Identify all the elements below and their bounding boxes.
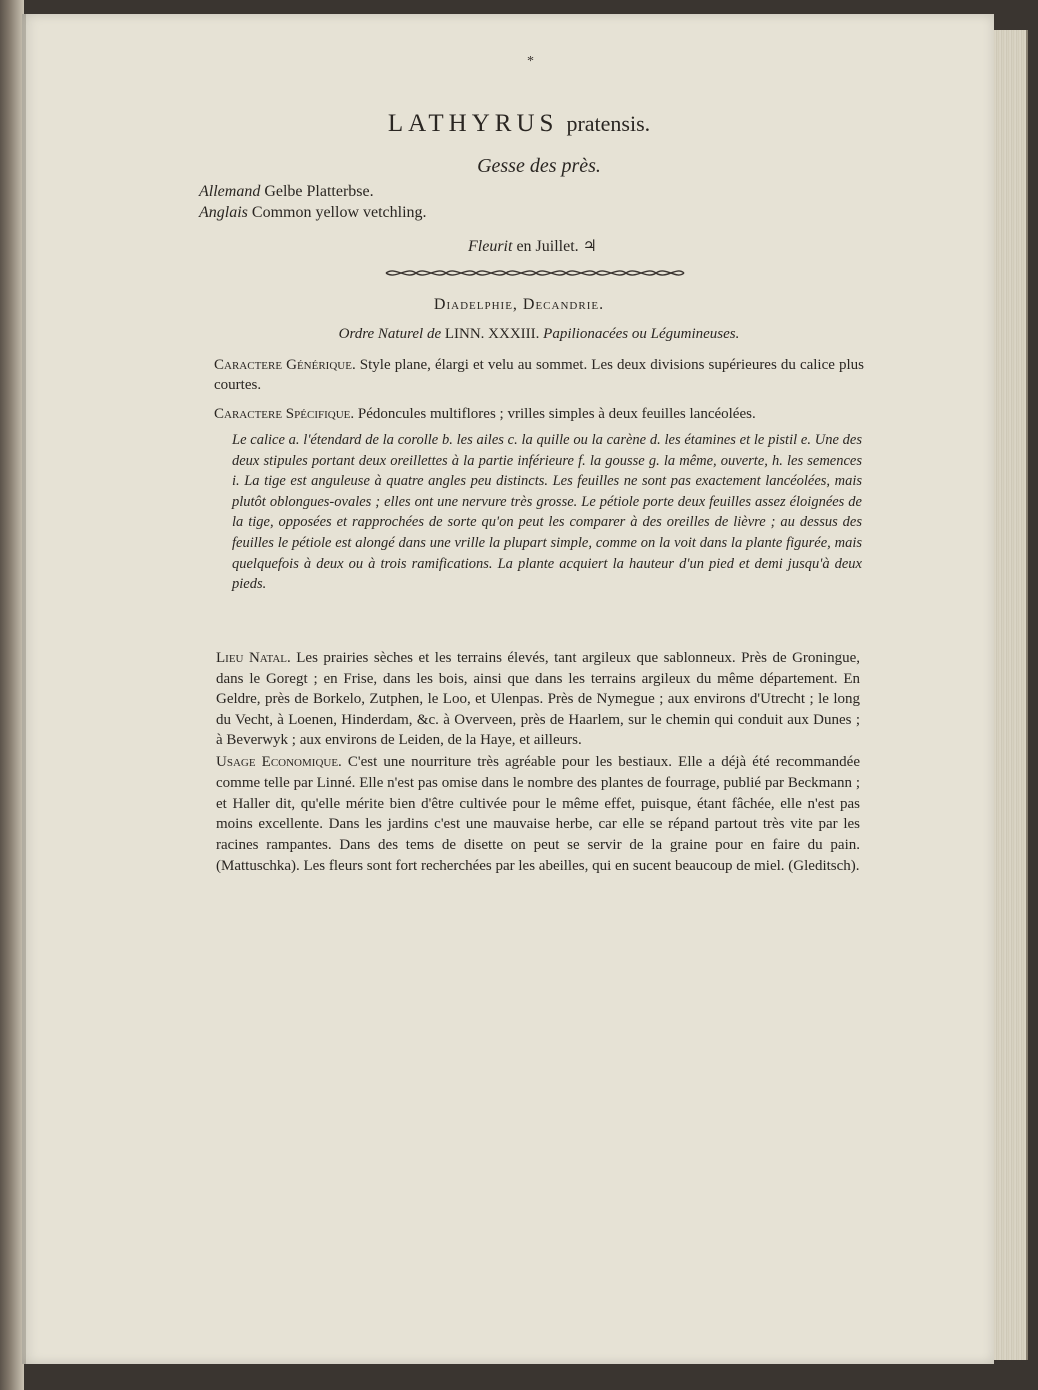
flowering-line: [468, 236, 597, 256]
native-habitat: [216, 648, 860, 751]
order-prefix: Ordre Naturel de: [338, 326, 442, 342]
flowering-label: Fleurit: [468, 238, 513, 255]
usage-label: Usage Economique.: [216, 754, 342, 770]
book-gutter: [0, 0, 24, 1390]
french-common-name: Gesse des près.: [477, 155, 601, 177]
vernacular-name: Gelbe Platterbse.: [260, 183, 374, 200]
habitat-text: Les prairies sèches et les terrains élevés, tant argileux que sablonneux. Près de Groningue, dans le Goregt ; en Frise, dans les bois, ainsi que dans les terrains argileux du même département. En Geldre, près de Borkelo, Zutphen, le Loo, et Ulenpas. Près de Nymegue ; aux environs d'Utrecht ; le long du Vecht, à Loenen, Hinderdam, &c. à Overveen, près de Haarlem, sur le chemin qui conduit aux Dunes ; à Beverwyk ; aux environs de Leiden, de la Haye, et ailleurs.: [216, 650, 860, 748]
language-label: Anglais: [199, 204, 248, 221]
page-fold-shadow: [22, 14, 26, 1364]
specific-text: Pédoncules multiflores ; vrilles simples à deux feuilles lancéolées.: [354, 406, 756, 422]
habitat-label: Lieu Natal.: [216, 650, 291, 666]
natural-order: [0, 326, 1038, 343]
plate-description: Le calice a. l'étendard de la corolle b. les ailes c. la quille ou la carène d. les étamines et le pistil e. Une des deux stipules portant deux oreillettes à la partie inférieure f. la gousse g. la même, ouverte, h. les semences i. La tige est anguleuse à quatre angles peu distincts. Les feuilles ne sont pas exactement lancéolées, mais plutôt oblongues-ovales ; elles ont une nervure très grosse. Le pétiole porte deux feuilles assez éloignées de la tige, opposées et rapprochées de sorte qu'on peut les comparer à des oreilles de lièvre ; au dessus des feuilles le pétiole est alongé dans une vrille la plupart simple, comme on la voit dans la plante figurée, mais quelquefois à deux ou à trois ramifications. La plante acquiert la hauteur d'un pied et demi jusqu'à deux pieds.: [232, 432, 862, 593]
ornamental-rule: [384, 266, 686, 280]
linnaean-class: Diadelphie, Decandrie.: [433, 296, 605, 313]
page-stack-edge: [992, 30, 1028, 1360]
vernacular-english: [199, 204, 427, 222]
flowering-text: en Juillet. ♃: [512, 238, 597, 255]
signature-mark: *: [527, 54, 534, 69]
order-linn: LINN. XXXIII.: [441, 326, 544, 342]
vernacular-name: Common yellow vetchling.: [247, 204, 427, 221]
generic-character: [214, 355, 864, 395]
genus-name: LATHYRUS: [387, 110, 559, 137]
generic-text: Style plane, élargi et velu au sommet. Les deux divisions supérieures du calice plus courtes.: [214, 357, 864, 393]
economic-usage: [216, 752, 860, 877]
order-families: Papilionacées ou Légumineuses.: [543, 326, 740, 342]
usage-text: C'est une nourriture très agréable pour les bestiaux. Elle a déjà été recommandée comme telle par Linné. Elle n'est pas omise dans le nombre des plantes de fourrage, publié par Beckmann ; et Haller dit, qu'elle mérite bien d'être cultivée pour le même effet, puisque, étant fâchée, elle n'est pas moins excellente. Dans les jardins c'est une mauvaise herbe, car elle se répand partout très vite par les racines rampantes. Dans des tems de disette on peut se servir de la graine pour en faire du pain. (Mattuschka). Les fleurs sont fort recherchées par les abeilles, qui en sucent beaucoup de miel. (Gleditsch).: [216, 754, 860, 874]
vernacular-german: [199, 183, 374, 201]
specific-label: Caractere Spécifique.: [214, 406, 355, 422]
language-label: Allemand: [199, 183, 261, 200]
species-name: pratensis.: [566, 111, 651, 136]
page-title: [0, 108, 1038, 138]
generic-label: Caractere Générique.: [214, 357, 356, 373]
specific-character: [214, 404, 864, 424]
